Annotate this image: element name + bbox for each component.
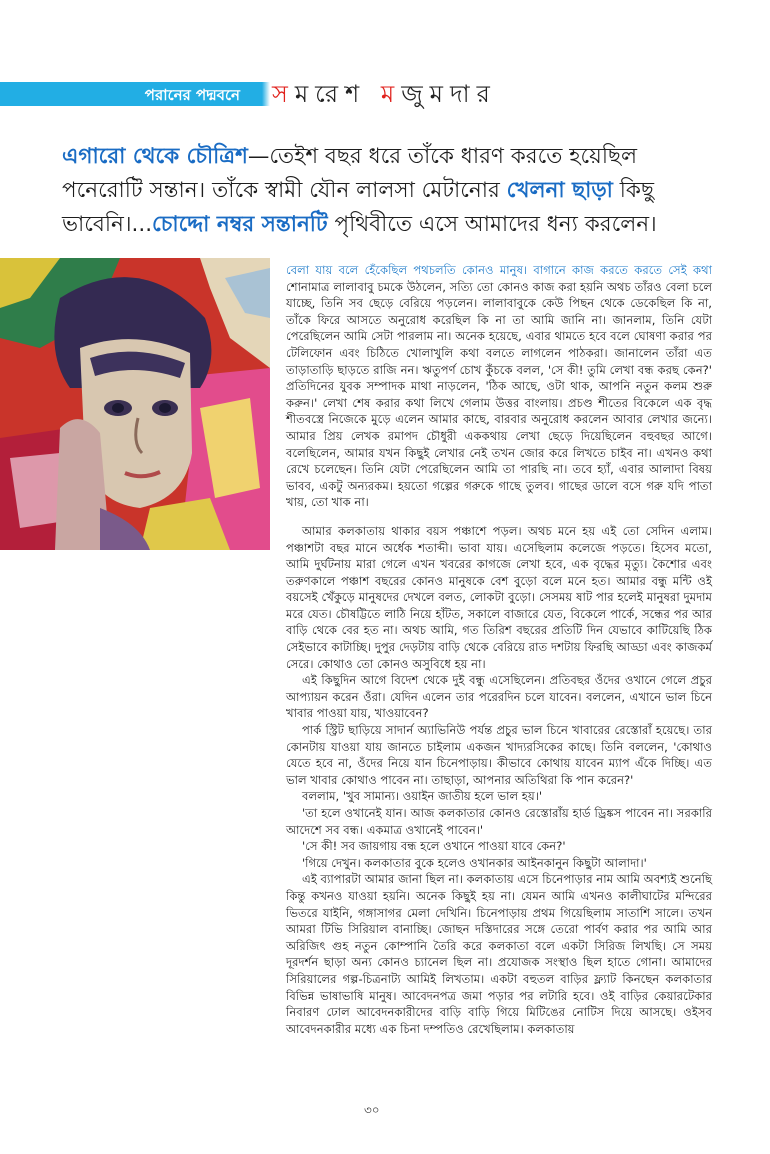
author-first-rest: মরেশ bbox=[294, 80, 367, 108]
lede-highlight-2: খেলনা ছাড়া bbox=[506, 178, 613, 203]
lede-paragraph bbox=[62, 140, 712, 242]
paragraph-1 bbox=[286, 262, 712, 511]
paragraph-3: এই কিছুদিন আগে বিদেশ থেকে দুই বন্ধু এসেছিলেন। প্রতিবছর ওঁদের ওখানে গেলে প্রচুর আপ্যায়ন করেন ওঁরা। যেদিন এলেন তার পরেরদিন চলে যাবেন। বললেন, এখানে ভাল চিনে খাবার পাওয়া যায়, খাওয়াবেন? bbox=[286, 673, 712, 721]
lede-highlight-3: চোদ্দো নম্বর সন্তানটি bbox=[152, 212, 328, 237]
painting-boy-icon bbox=[0, 258, 270, 550]
paragraph-7: 'সে কী! সব জায়গায় বন্ধ হলে ওখানে পাওয়া যাবে কেন?' bbox=[302, 839, 566, 854]
paragraph-9: এই ব্যাপারটা আমার জানা ছিল না। কলকাতায় এসে চিনেপাড়ার নাম আমি অবশ্যই শুনেছি কিন্তু কখনও যাওয়া হয়নি। অনেক কিছুই হয় না। যেমন আমি এখনও কালীঘাটের মন্দিরের ভিতরে যাইনি, গঙ্গাসাগর মেলা দেখিনি। চিনেপাড়ায় প্রথম গিয়েছিলাম সাতাশি সালে। তখন আমরা টিভি সিরিয়াল বানাচ্ছি। জোছন দস্তিদারের সঙ্গে তেরো পার্বণ করার পর আমি আর অরিজিৎ গুহ নতুন কোম্পানি তৈরি করে কলকাতা বলে একটা সিরিজ লিখছি। সে সময় দূরদর্শন ছাড়া অন্য কোনও চ্যানেল ছিল না। প্রযোজক সংস্থাও ছিল হাতে গোনা। আমাদের সিরিয়ালের গল্প-চিত্রনাট্য আমিই লিখতাম। একটা বহুতল বাড়ির ফ্ল্যাট কিনছেন কলকাতার বিভিন্ন ভাষাভাষি মানুষ। আবেদনপত্র জমা পড়ার পর লটারি হবে। ওই বাড়ির কেয়ারটেকার নিবারণ ঢোল আবেদনকারীদের বাড়ি বাড়ি গিয়ে মিটিঙের নোটিস দিয়ে আসছে। ওইসব আবেদনকারীর মধ্যে এক চিনা দম্পতিও রেখেছিলাম। কলকাতায় bbox=[286, 872, 712, 1036]
paragraph-5: বললাম, 'খুব সামান্য। ওয়াইন জাতীয় হলে ভাল হয়।' bbox=[302, 789, 543, 804]
paragraph-8: 'গিয়ে দেখুন। কলকাতার বুকে হলেও ওখানকার আইনকানুন কিছুটা আলাদা।' bbox=[302, 855, 647, 870]
lede-highlight-1: এগারো থেকে চৌত্রিশ bbox=[62, 144, 248, 169]
section-label-fade bbox=[262, 82, 270, 106]
article-body bbox=[286, 262, 712, 1037]
section-label: পরানের পদ্মবনে bbox=[144, 86, 240, 104]
author-last-rest: জুমদার bbox=[401, 80, 497, 108]
author-last-initial: ম bbox=[380, 80, 402, 108]
paragraph-gap bbox=[286, 511, 712, 523]
paragraph-1-text: শোনামাত্র লালাবাবু চমকে উঠলেন, সত্যি তো কোনও কাজ করা হয়নি অথচ তাঁরও বেলা চলে যাচ্ছে, তিনি সব ছেড়ে বেরিয়ে পড়লেন। লালাবাবুকে কেউ পিছন থেকে ডেকেছিল কি না, তাঁকে ফিরে আসতে অনুরোধ করেছিল কি না তা আমি জানি না। জানলাম, তিনি যেটা পেরেছিলেন আমি সেটা পারলাম না। অনেক হয়েছে, এবার থামতে হবে বলে ঘোষণা করার পর টেলিফোন এবং চিঠিতে খোলাখুলি কথা বলতে লাগলেন পাঠকরা। জানালেন তাঁরা এত তাড়াতাড়ি ছাড়তে রাজি নন। ঋতুপর্ণ চোখ কুঁচকে বলল, 'সে কী! তুমি লেখা বন্ধ করছ কেন?' প্রতিদিনের যুবক সম্পাদক মাথা নাড়লেন, 'ঠিক আছে, ওটা থাক, আপনি নতুন কলম শুরু করুন।' লেখা শেষ করার কথা লিখে গেলাম উত্তর বাংলায়। প্রচণ্ড শীতের বিকেলে এক বৃদ্ধ শীতবস্ত্রে নিজেকে মুড়ে এলেন আমার কাছে, বারবার অনুরোধ করলেন আবার লেখার জন্যে। আমার প্রিয় লেখক রমাপদ চৌধুরী এককথায় লেখা ছেড়ে দিয়েছিলেন বহুবছর আগে। বলেছিলেন, আমার যখন কিছুই লেখার নেই তখন জোর করে লিখতে চাইব না। এখনও কথা রেখে চলেছেন। তিনি যেটা পেরেছিলেন আমি তা পারছি না। তবে হ্যাঁ, এবার আলাদা বিষয় ভাবব, একটু অন্যরকম। হয়তো গল্পের গরুকে গাছে তুলব। গাছের ডালে বসে গরু যদি পাতা খায়, তো খাক না। bbox=[286, 279, 712, 510]
lede-text-2: কিছু ভাবেনি।... bbox=[62, 178, 654, 237]
painting-illustration bbox=[0, 258, 270, 550]
page-number: ৩০ bbox=[364, 1103, 380, 1117]
section-label-bar bbox=[0, 82, 262, 106]
paragraph-2: আমার কলকাতায় থাকার বয়স পঞ্চাশে পড়ল। অথচ মনে হয় এই তো সেদিন এলাম। পঞ্চাশটা বছর মানে অর্ধেক শতাব্দী। ভাবা যায়। এসেছিলাম কলেজে পড়তে। হিসেব মতো, আমি দুর্ঘটনায় মারা গেলে এখন খবরের কাগজে লেখা হবে, এক বৃদ্ধের মৃত্যু। কৈশোর এবং তরুণকালে পঞ্চাশ বছরের কোনও মানুষকে বেশ বুড়ো বলে মনে হত। আমার বন্ধু মন্টি ওই বয়সেই খেঁকুড়ে মানুষদের দেখলে বলত, লোকটা বুড়ো। সেসময় ষাট পার হলেই মানুষরা দুমদাম মরে যেত। চৌষট্টিতে লাঠি নিয়ে হাঁটত, সকালে বাজারে যেত, বিকেলে পার্কে, সন্ধের পর আর বাড়ি থেকে বের হত না। অথচ আমি, গত তিরিশ বছরের প্রতিটি দিন যেভাবে কাটিয়েছি ঠিক সেইভাবে কাটাচ্ছি। দুপুর দেড়টায় বাড়ি থেকে বেরিয়ে রাত দশটায় ফিরছি আড্ডা এবং কাজকর্ম সেরে। কোথাও তো কোনও অসুবিধে হয় না। bbox=[286, 523, 712, 671]
lede-text-1: —তেইশ বছর ধরে তাঁকে ধারণ করতে হয়েছিল পনেরোটি সন্তান। তাঁকে স্বামী যৌন লালসা মেটানোর bbox=[62, 144, 638, 203]
author-first-initial: স bbox=[272, 80, 295, 108]
lede-text-3: পৃথিবীতে এসে আমাদের ধন্য করলেন। bbox=[327, 212, 657, 237]
paragraph-4: পার্ক স্ট্রিট ছাড়িয়ে সাদার্ন অ্যাভিনিউ পর্যন্ত প্রচুর ভাল চিনে খাবারের রেস্তোরাঁ হয়েছে। তার কোনটায় যাওয়া যায় জানতে চাইলাম একজন খাদ্যরসিকের কাছে। তিনি বললেন, 'কোথাও যেতে হবে না, ওঁদের নিয়ে যান চিনেপাড়ায়। কীভাবে কোথায় যাবেন ম্যাপ এঁকে দিচ্ছি। এত ভাল খাবার কোথাও পাবেন না। তাছাড়া, আপনার অতিথিরা কি পান করেন?' bbox=[286, 723, 712, 787]
paragraph-6: 'তা হলে ওখানেই যান। আজ কলকাতার কোনও রেস্তোরাঁয় হার্ড ড্রিঙ্কস পাবেন না। সরকারি আদেশে সব বন্ধ। একমাত্র ওখানেই পাবেন।' bbox=[286, 806, 712, 837]
lead-in-text: বেলা যায় বলে হেঁকেছিল পথচলতি কোনও মানুষ। বাগানে কাজ করতে করতে সেই কথা bbox=[286, 263, 712, 277]
author-name bbox=[272, 76, 497, 116]
